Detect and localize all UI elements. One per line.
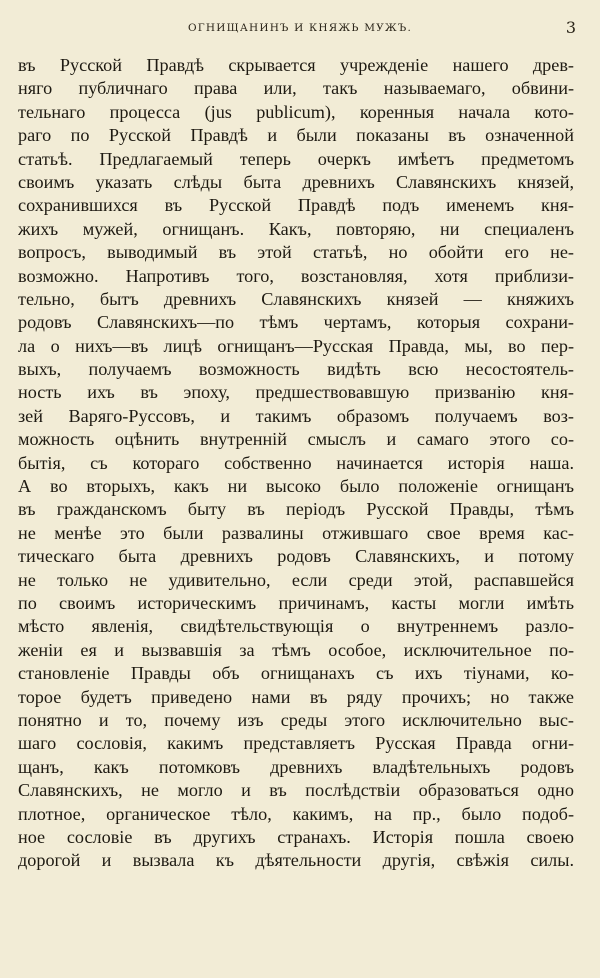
text-line: бытія, съ котораго собственно начинается исторія наша. <box>18 452 574 473</box>
text-line: вопросъ, выводимый въ этой статьѣ, но обойти его не- <box>18 242 574 263</box>
text-line: ла о нихъ—въ лицѣ огнищанъ—Русская Правда, мы, во пер- <box>18 335 574 356</box>
text-line: не только не удивительно, если среди этой, распавшейся <box>18 569 574 590</box>
text-line: А во вторыхъ, какъ ни высоко было положеніе огнищанъ <box>18 476 574 497</box>
text-line: няго публичнаго права или, такъ называемаго, обвини- <box>18 78 574 99</box>
text-line: тельнаго процесса (jus publicum), коренныя начала кото- <box>18 101 574 122</box>
text-line: выхъ, получаемъ возможность видѣть всю несостоятель- <box>18 359 574 380</box>
text-line: сохранившихся въ Русской Правдѣ подъ именемъ кня- <box>18 195 574 216</box>
text-line: торое будетъ приведено нами въ ряду прочихъ; но также <box>18 686 574 707</box>
text-line: раго по Русской Правдѣ и были показаны въ означенной <box>18 125 574 146</box>
text-line: родовъ Славянскихъ—по тѣмъ чертамъ, которыя сохрани- <box>18 312 574 333</box>
text-line: статьѣ. Предлагаемый теперь очеркъ имѣетъ предметомъ <box>18 148 574 169</box>
text-line: по своимъ историческимъ причинамъ, касты могли имѣть <box>18 592 574 613</box>
text-line: тельно, бытъ древнихъ Славянскихъ князей — княжихъ <box>18 288 574 309</box>
text-line: ность ихъ въ эпоху, предшествовавшую призванію кня- <box>18 382 574 403</box>
text-line: щанъ, какъ потомковъ древнихъ владѣтельныхъ родовъ <box>18 756 574 777</box>
text-line: въ гражданскомъ быту въ періодъ Русской Правды, тѣмъ <box>18 499 574 520</box>
text-line: мѣсто явленія, свидѣтельствующія о внутреннемъ разло- <box>18 616 574 637</box>
text-line: плотное, органическое тѣло, какимъ, на пр., было подоб- <box>18 803 574 824</box>
text-line: своимъ указать слѣды быта древнихъ Славянскихъ князей, <box>18 171 574 192</box>
text-line: не менѣе это были развалины отжившаго свое время кас- <box>18 522 574 543</box>
body-text <box>18 54 574 873</box>
text-line: жихъ мужей, огнищанъ. Какъ, повторяю, ни специаленъ <box>18 218 574 239</box>
text-line: можность оцѣнить внутренній смыслъ и самаго этого со- <box>18 429 574 450</box>
text-line: въ Русской Правдѣ скрывается учрежденіе нашего древ- <box>18 55 574 75</box>
text-line: ное сословіе въ другихъ странахъ. Исторія пошла своею <box>18 826 574 847</box>
text-line: Славянскихъ, не могло и въ послѣдствіи образоваться одно <box>18 780 574 801</box>
text-line: понятно и то, почему изъ среды этого исключительно выс- <box>18 709 574 730</box>
page-number: 3 <box>565 18 576 37</box>
page-header <box>0 18 600 42</box>
text-line: возможно. Напротивъ того, возстановляя, хотя приблизи- <box>18 265 574 286</box>
text-line: тическаго быта древнихъ родовъ Славянскихъ, и потому <box>18 546 574 567</box>
text-line: женіи ея и вызвавшія за тѣмъ особое, исключительное по- <box>18 639 574 660</box>
text-line: становленіе Правды объ огнищанахъ съ ихъ тіунами, ко- <box>18 663 574 684</box>
text-line: дорогой и вызвала къ дѣятельности другія, свѣжія силы. <box>18 850 574 871</box>
text-line: зей Варяго-Руссовъ, и такимъ образомъ получаемъ воз- <box>18 405 574 426</box>
text-line: шаго сословія, какимъ представляетъ Русская Правда огни- <box>18 733 574 754</box>
running-head: ОГНИЩАНИНЪ И КНЯЖЬ МУЖЪ. <box>187 22 413 34</box>
